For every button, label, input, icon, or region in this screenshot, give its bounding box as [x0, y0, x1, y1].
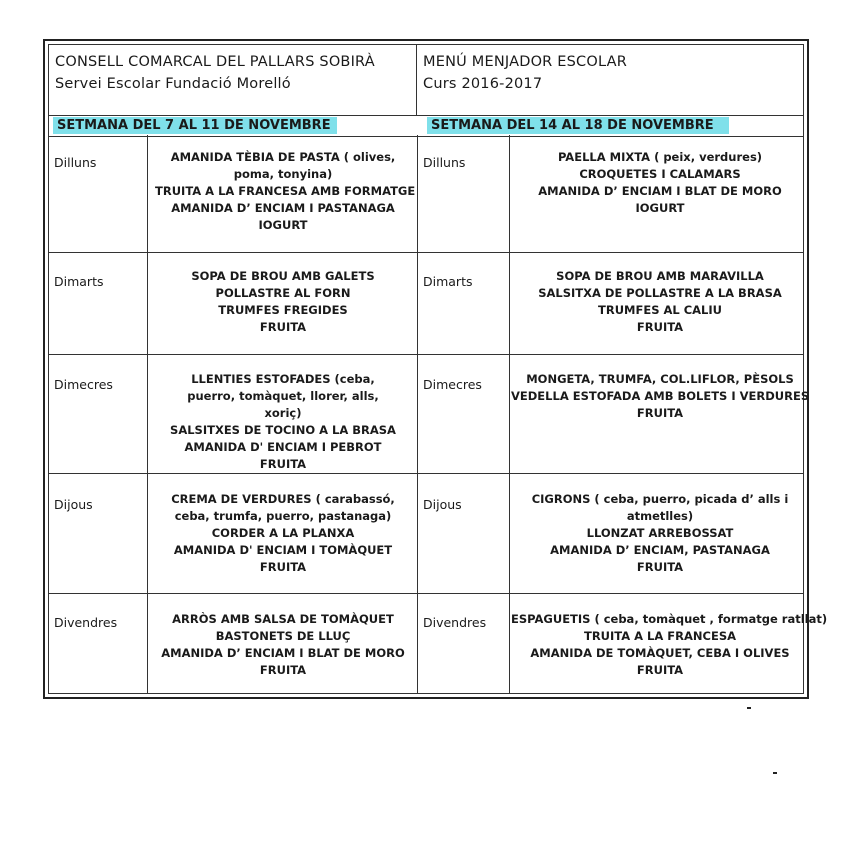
day-label: Divendres — [423, 615, 487, 630]
dish: PAELLA MIXTA ( peix, verdures) — [557, 150, 763, 164]
dish: AMANIDA D’ ENCIAM I BLAT DE MORO — [538, 184, 782, 198]
dish: SALSITXA DE POLLASTRE A LA BRASA — [538, 286, 782, 300]
divider — [49, 354, 803, 355]
dish: VEDELLA ESTOFADA AMB BOLETS I VERDURES — [511, 389, 810, 403]
dish: TRUMFES AL CALIU — [598, 303, 722, 317]
menu-week1-dimecres — [167, 371, 399, 473]
dish: FRUITA — [259, 663, 307, 677]
dish: FRUITA — [259, 560, 307, 574]
day-label: Dilluns — [423, 155, 466, 170]
dish: SALSITXES DE TOCINO A LA BRASA — [170, 423, 396, 437]
day-label: Divendres — [54, 615, 118, 630]
menu-title: MENÚ MENJADOR ESCOLAR — [423, 54, 627, 70]
dish: FRUITA — [259, 457, 307, 471]
menu-sheet — [43, 39, 828, 699]
dish: POLLASTRE AL FORN — [215, 286, 351, 300]
dish: AMANIDA D’ ENCIAM, PASTANAGA — [550, 543, 770, 557]
dish: TRUITA A LA FRANCESA — [583, 629, 737, 643]
dish: AMANIDA D’ ENCIAM I PASTANAGA — [171, 201, 395, 215]
dish: AMANIDA DE TOMÀQUET, CEBA I OLIVES — [530, 646, 790, 660]
divider — [49, 252, 803, 253]
dish: IOGURT — [635, 201, 685, 215]
dish: CROQUETES I CALAMARS — [579, 167, 741, 181]
dish: FRUITA — [636, 320, 684, 334]
dish: SOPA DE BROU AMB MARAVILLA — [556, 269, 764, 283]
dish: ARRÒS AMB SALSA DE TOMÀQUET — [172, 612, 394, 626]
divider — [509, 135, 510, 693]
dish: FRUITA — [636, 406, 684, 420]
week1-title: SETMANA DEL 7 AL 11 DE NOVEMBRE — [53, 117, 337, 134]
menu-week1-divendres — [155, 611, 411, 679]
dish: ESPAGUETIS ( ceba, tomàquet , formatge ratllat) — [511, 612, 828, 626]
dish: FRUITA — [636, 560, 684, 574]
dish: TRUMFES FREGIDES — [218, 303, 348, 317]
dish: LLENTIES ESTOFADES (ceba, puerro, tomàquet, llorer, alls, xoriç) — [187, 372, 379, 420]
scan-speck — [747, 707, 751, 709]
council-name: CONSELL COMARCAL DEL PALLARS SOBIRÀ — [55, 54, 375, 70]
menu-week2-dimarts — [511, 268, 809, 336]
menu-week1-dimarts — [155, 268, 411, 336]
day-label: Dimarts — [54, 274, 104, 289]
dish: SOPA DE BROU AMB GALETS — [191, 269, 375, 283]
dish: MONGETA, TRUMFA, COL.LIFLOR, PÈSOLS — [526, 372, 794, 386]
divider — [49, 593, 803, 594]
dish: FRUITA — [636, 663, 684, 677]
divider — [417, 135, 418, 693]
dish: IOGURT — [258, 218, 308, 232]
week2-title: SETMANA DEL 14 AL 18 DE NOVEMBRE — [427, 117, 729, 134]
dish: AMANIDA D' ENCIAM I TOMÀQUET — [173, 543, 393, 557]
divider — [147, 135, 148, 693]
day-label: Dijous — [423, 497, 462, 512]
dish: LLONZAT ARREBOSSAT — [586, 526, 734, 540]
service-name: Servei Escolar Fundació Morelló — [55, 76, 291, 92]
dish: FRUITA — [259, 320, 307, 334]
dish: BASTONETS DE LLUÇ — [215, 629, 351, 643]
dish: TRUITA A LA FRANCESA AMB FORMATGE — [155, 184, 416, 198]
menu-week1-dilluns — [155, 149, 416, 234]
menu-week2-dilluns — [511, 149, 809, 217]
day-label: Dimecres — [54, 377, 113, 392]
day-label: Dilluns — [54, 155, 97, 170]
day-label: Dijous — [54, 497, 93, 512]
menu-week2-dimecres — [511, 371, 809, 422]
week-bar — [49, 115, 803, 137]
menu-week1-dijous — [161, 491, 405, 576]
dish: CIGRONS ( ceba, puerro, picada d’ alls i atmetlles) — [531, 492, 789, 523]
scan-speck — [773, 772, 777, 774]
dish: CORDER A LA PLANXA — [211, 526, 355, 540]
menu-table — [48, 44, 828, 694]
day-label: Dimarts — [423, 274, 473, 289]
header-right — [417, 45, 807, 115]
dish: AMANIDA TÈBIA DE PASTA ( olives, poma, tonyina) — [170, 150, 396, 181]
menu-week2-divendres — [511, 611, 828, 679]
day-label: Dimecres — [423, 377, 482, 392]
dish: CREMA DE VERDURES ( carabassó, ceba, trumfa, puerro, pastanaga) — [171, 492, 395, 523]
school-year: Curs 2016-2017 — [423, 76, 543, 92]
menu-week2-dijous — [525, 491, 795, 576]
dish: AMANIDA D' ENCIAM I PEBROT — [184, 440, 382, 454]
divider — [49, 473, 803, 474]
dish: AMANIDA D’ ENCIAM I BLAT DE MORO — [161, 646, 405, 660]
header-left — [49, 45, 417, 115]
